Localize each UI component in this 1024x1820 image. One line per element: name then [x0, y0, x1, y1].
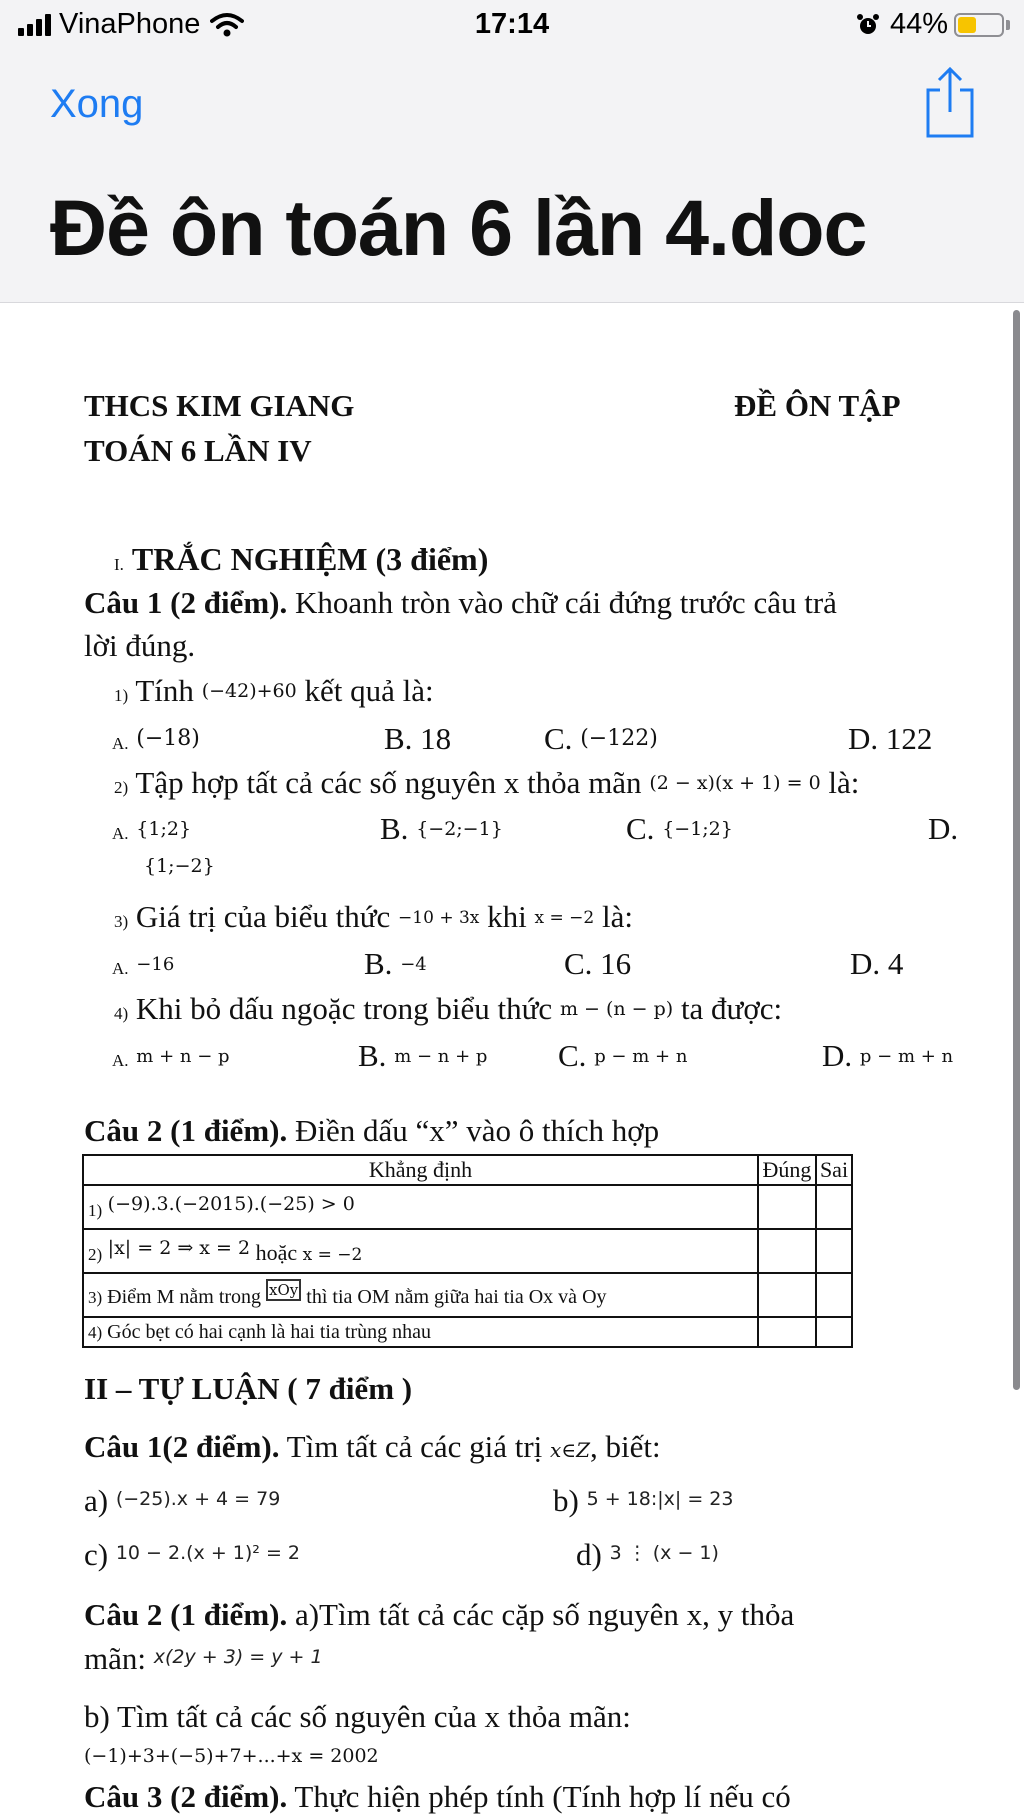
table-row [83, 1185, 852, 1229]
p2-q3-heading: Câu 3 (2 điểm). Thực hiện phép tính (Tính hợp lí nếu có [84, 1779, 791, 1814]
q1-1-option-a[interactable]: A. (−18) [112, 726, 200, 753]
q1-2-option-c[interactable]: C. {−1;2} [626, 811, 733, 846]
p2-q2-heading: Câu 2 (1 điểm). a)Tìm tất cả các cặp số nguyên x, y thỏa [84, 1597, 795, 1632]
table-header-true: Đúng [758, 1155, 816, 1185]
q1-2-option-b[interactable]: B. {−2;−1} [380, 811, 503, 846]
navigation-bar [0, 52, 1024, 303]
statement-3: 3) Điểm M nằm trong $^{xOy}$ thì tia OM nằm giữa hai tia Ox và Oy [83, 1273, 758, 1317]
test-name: TOÁN 6 LẦN IV [84, 433, 312, 468]
false-cell-4[interactable] [816, 1317, 852, 1347]
p2-q2-b: b) Tìm tất cả các số nguyên của x thỏa mãn: [84, 1699, 631, 1734]
q1-item-1: 1) Tính (−42)+60 kết quả là: [114, 673, 434, 708]
statement-2: 2) |x| = 2 ⇒ x = 2 hoặc x = −2 [83, 1229, 758, 1273]
table-row [83, 1229, 852, 1273]
false-cell-1[interactable] [816, 1185, 852, 1229]
table-header-statement: Khẳng định [83, 1155, 758, 1185]
q1-4-option-a[interactable]: A. m + n − p [112, 1046, 230, 1070]
table-row [83, 1317, 852, 1347]
q1-2-option-d-value: {1;−2} [144, 855, 215, 877]
statement-table [82, 1154, 853, 1348]
doc-type: ĐỀ ÔN TẬP [734, 388, 901, 423]
done-button[interactable]: Xong [50, 82, 144, 126]
status-bar [0, 0, 1024, 52]
q1-item-4: 4) Khi bỏ dấu ngoặc trong biểu thức m − (n − p) ta được: [114, 991, 783, 1026]
scroll-indicator[interactable] [1013, 310, 1020, 1390]
q1-heading: Câu 1 (2 điểm). Khoanh tròn vào chữ cái đứng trước câu trả [84, 585, 837, 620]
p2-q1-item-a: a) (−25).x + 4 = 79 [84, 1483, 281, 1518]
q1-3-option-d[interactable]: D. 4 [850, 946, 904, 981]
q1-3-option-b[interactable]: B. −4 [364, 946, 427, 981]
q1-3-option-c[interactable]: C. 16 [564, 946, 632, 981]
false-cell-2[interactable] [816, 1229, 852, 1273]
q1-1-option-b[interactable]: B. 18 [384, 721, 452, 756]
table-row [83, 1273, 852, 1317]
p2-q2-a-line2: mãn: x(2y + 3) = y + 1 [84, 1641, 323, 1676]
share-icon[interactable] [924, 66, 976, 140]
carrier-name: VinaPhone [59, 8, 201, 40]
q1-2-option-d[interactable]: D. [928, 811, 959, 846]
q1-text-line2: lời đúng. [84, 628, 196, 663]
q1-item-3: 3) Giá trị của biểu thức −10 + 3x khi x = −2 là: [114, 899, 633, 934]
p2-q1-item-c: c) 10 − 2.(x + 1)² = 2 [84, 1537, 301, 1572]
q1-item-2: 2) Tập hợp tất cả các số nguyên x thỏa mãn (2 − x)(x + 1) = 0 là: [114, 765, 860, 800]
q1-3-option-a[interactable]: A. −16 [112, 954, 175, 978]
p2-q1-heading: Câu 1(2 điểm). Tìm tất cả các giá trị x∈Z, biết: [84, 1429, 661, 1464]
document-view[interactable] [0, 303, 1024, 1820]
alarm-icon [856, 13, 880, 37]
true-cell-3[interactable] [758, 1273, 816, 1317]
false-cell-3[interactable] [816, 1273, 852, 1317]
q1-1-option-d[interactable]: D. 122 [848, 721, 933, 756]
statement-1: 1) (−9).3.(−2015).(−25) > 0 [83, 1185, 758, 1229]
q1-4-option-d[interactable]: D. p − m + n [822, 1038, 954, 1073]
part1-heading: I. TRẮC NGHIỆM (3 điểm) [114, 541, 489, 577]
q1-1-option-c[interactable]: C. (−122) [544, 721, 658, 756]
school-name: THCS KIM GIANG [84, 388, 355, 423]
true-cell-1[interactable] [758, 1185, 816, 1229]
clock: 17:14 [474, 8, 550, 40]
document-title: Đề ôn toán 6 lần 4.doc [50, 183, 867, 272]
p2-q1-item-d: d) 3 ⋮ (x − 1) [576, 1537, 719, 1572]
q1-4-option-b[interactable]: B. m − n + p [358, 1038, 488, 1073]
battery-icon [954, 13, 1004, 37]
battery-percent: 44% [889, 8, 948, 40]
statement-4: 4) Góc bẹt có hai cạnh là hai tia trùng nhau [83, 1317, 758, 1347]
true-cell-2[interactable] [758, 1229, 816, 1273]
part2-heading: II – TỰ LUẬN ( 7 điểm ) [84, 1371, 413, 1406]
true-cell-4[interactable] [758, 1317, 816, 1347]
q2-heading: Câu 2 (1 điểm). Điền dấu “x” vào ô thích hợp [84, 1113, 660, 1148]
p2-q2-b-expr: (−1)+3+(−5)+7+...+x = 2002 [84, 1745, 379, 1767]
q1-4-option-c[interactable]: C. p − m + n [558, 1038, 688, 1073]
p2-q1-item-b: b) 5 + 18:|x| = 23 [553, 1483, 734, 1518]
table-header-false: Sai [816, 1155, 852, 1185]
q1-2-option-a[interactable]: A. {1;2} [112, 818, 192, 843]
